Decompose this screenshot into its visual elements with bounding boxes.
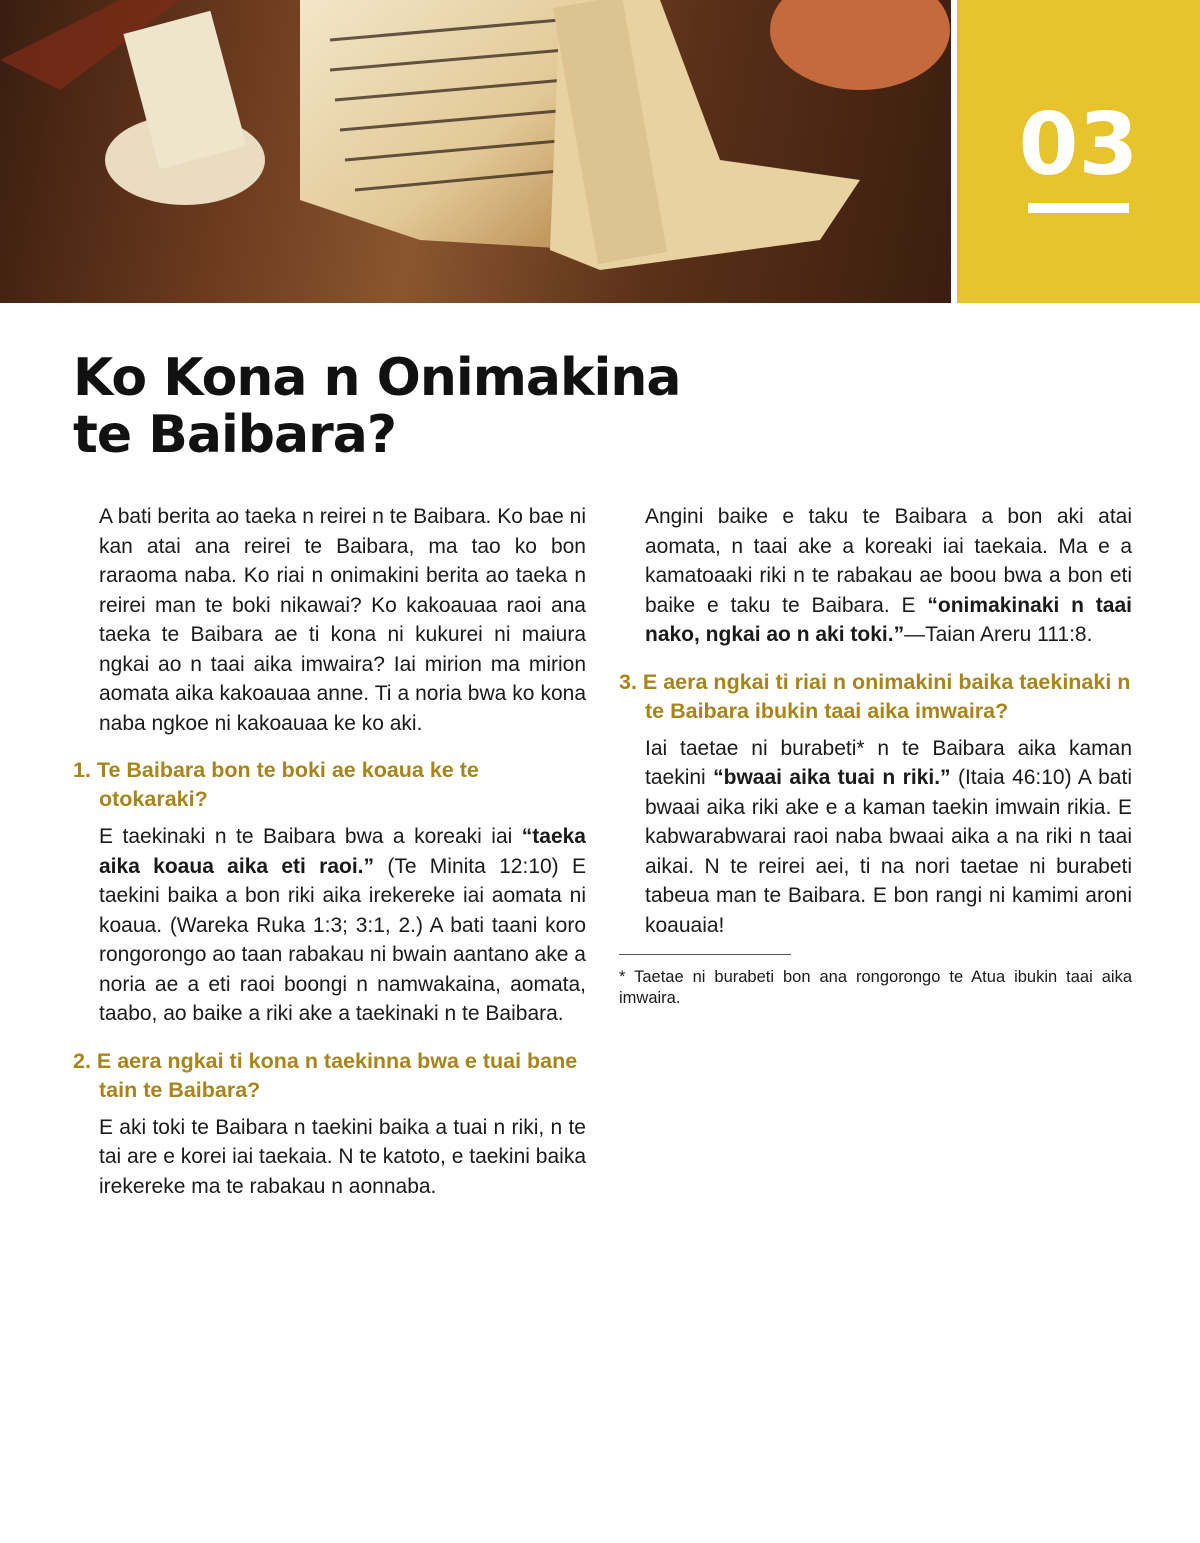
section-1-heading: 1. Te Baibara bon te boki ae koaua ke te otokaraki? <box>73 758 479 811</box>
quote-bold: “bwaai aika tuai n riki.” <box>713 766 951 789</box>
section-2-paragraph-start: E aki toki te Baibara n taekini baika a tuai n riki, n te tai are e korei iai taekaia. N te katoto, e taekini baika irekereke ma te rabakau n aonnaba. <box>99 1115 586 1198</box>
text: Iai taetae ni burabeti* n te Baibara aika kaman taekini <box>645 736 1132 789</box>
text: E taekinaki n te Baibara bwa a koreaki iai <box>99 825 522 848</box>
section-3-paragraph <box>645 734 1132 941</box>
scrolls-photo <box>0 0 951 303</box>
text: Angini baike e taku te Baibara a bon aki atai aomata, n taai ake a koreaki iai taekaia. Ma e a kamatoaaki riki n te rabakau ae boou bwa a bon eti baike e taku te Baibara. E <box>645 505 1132 617</box>
quote-bold: “taeka aika koaua aika eti raoi.” <box>99 825 586 878</box>
chapter-underline <box>1028 203 1129 213</box>
chapter-number: 03 <box>1018 95 1139 195</box>
page-title <box>73 350 681 464</box>
chapter-badge <box>957 0 1200 303</box>
text: (Te Minita 12:10) E taekini baika a bon riki aika irekereke iai aomata ni koaua. (Wareka Ruka 1:3; 3:1, 2.) A bati taani koro rongorongo ao taan rabakau ni bwain aantano ake a noria ae a eti raoi boongi n namwakaina, aomata, taabo, ao baike a riki ake a taekinaki n te Baibara. <box>99 854 586 1025</box>
title-line-1: Ko Kona n Onimakina <box>73 348 681 408</box>
title-line-2: te Baibara? <box>73 405 396 465</box>
right-column <box>619 502 1132 1009</box>
text: (Itaia 46:10) A bati bwaai aika riki ake e a kaman taekin imwain rikia. E kabwarabwarai raoi naba bwaai aika a na riki n taai aikai. N te reirei aei, ti na nori taetae ni burabeti tabeua man te Baibara. E bon rangi ni kamimi aroni koauaia! <box>645 766 1132 937</box>
quote-bold: “onimakinaki n taai nako, ngkai ao n aki toki.” <box>645 593 1132 646</box>
section-2-paragraph-cont <box>645 502 1132 650</box>
left-column <box>73 502 586 1201</box>
footnote-divider <box>619 954 791 955</box>
section-3-heading: 3. E aera ngkai ti riai n onimakini baika taekinaki n te Baibara ibukin taai aika imwaira? <box>619 669 1131 723</box>
section-1-paragraph <box>99 822 586 1029</box>
text: —Taian Areru 111:8. <box>904 623 1093 646</box>
intro-paragraph: A bati berita ao taeka n reirei n te Baibara. Ko bae ni kan atai ana reirei te Baibara, ma tao ko bon raraoma naba. Ko riai n onimakini berita ao taeka n reirei man te boki nikawai? Ko kakoauaa raoi ana taeka te Baibara ae ti kona ni kukurei ni maiura ngkai ao n taai aika imwaira? Iai mirion ma mirion aomata aika kakoauaa anne. Ti a noria bwa ko kona naba ngkoe ni kakoauaa ke ko aki. <box>99 505 586 735</box>
scroll-illustration <box>0 0 951 303</box>
footnote: * Taetae ni burabeti bon ana rongorongo te Atua ibukin taai aika imwaira. <box>619 968 1132 1007</box>
section-2-heading: 2. E aera ngkai ti kona n taekinna bwa e tuai bane tain te Baibara? <box>73 1048 578 1102</box>
